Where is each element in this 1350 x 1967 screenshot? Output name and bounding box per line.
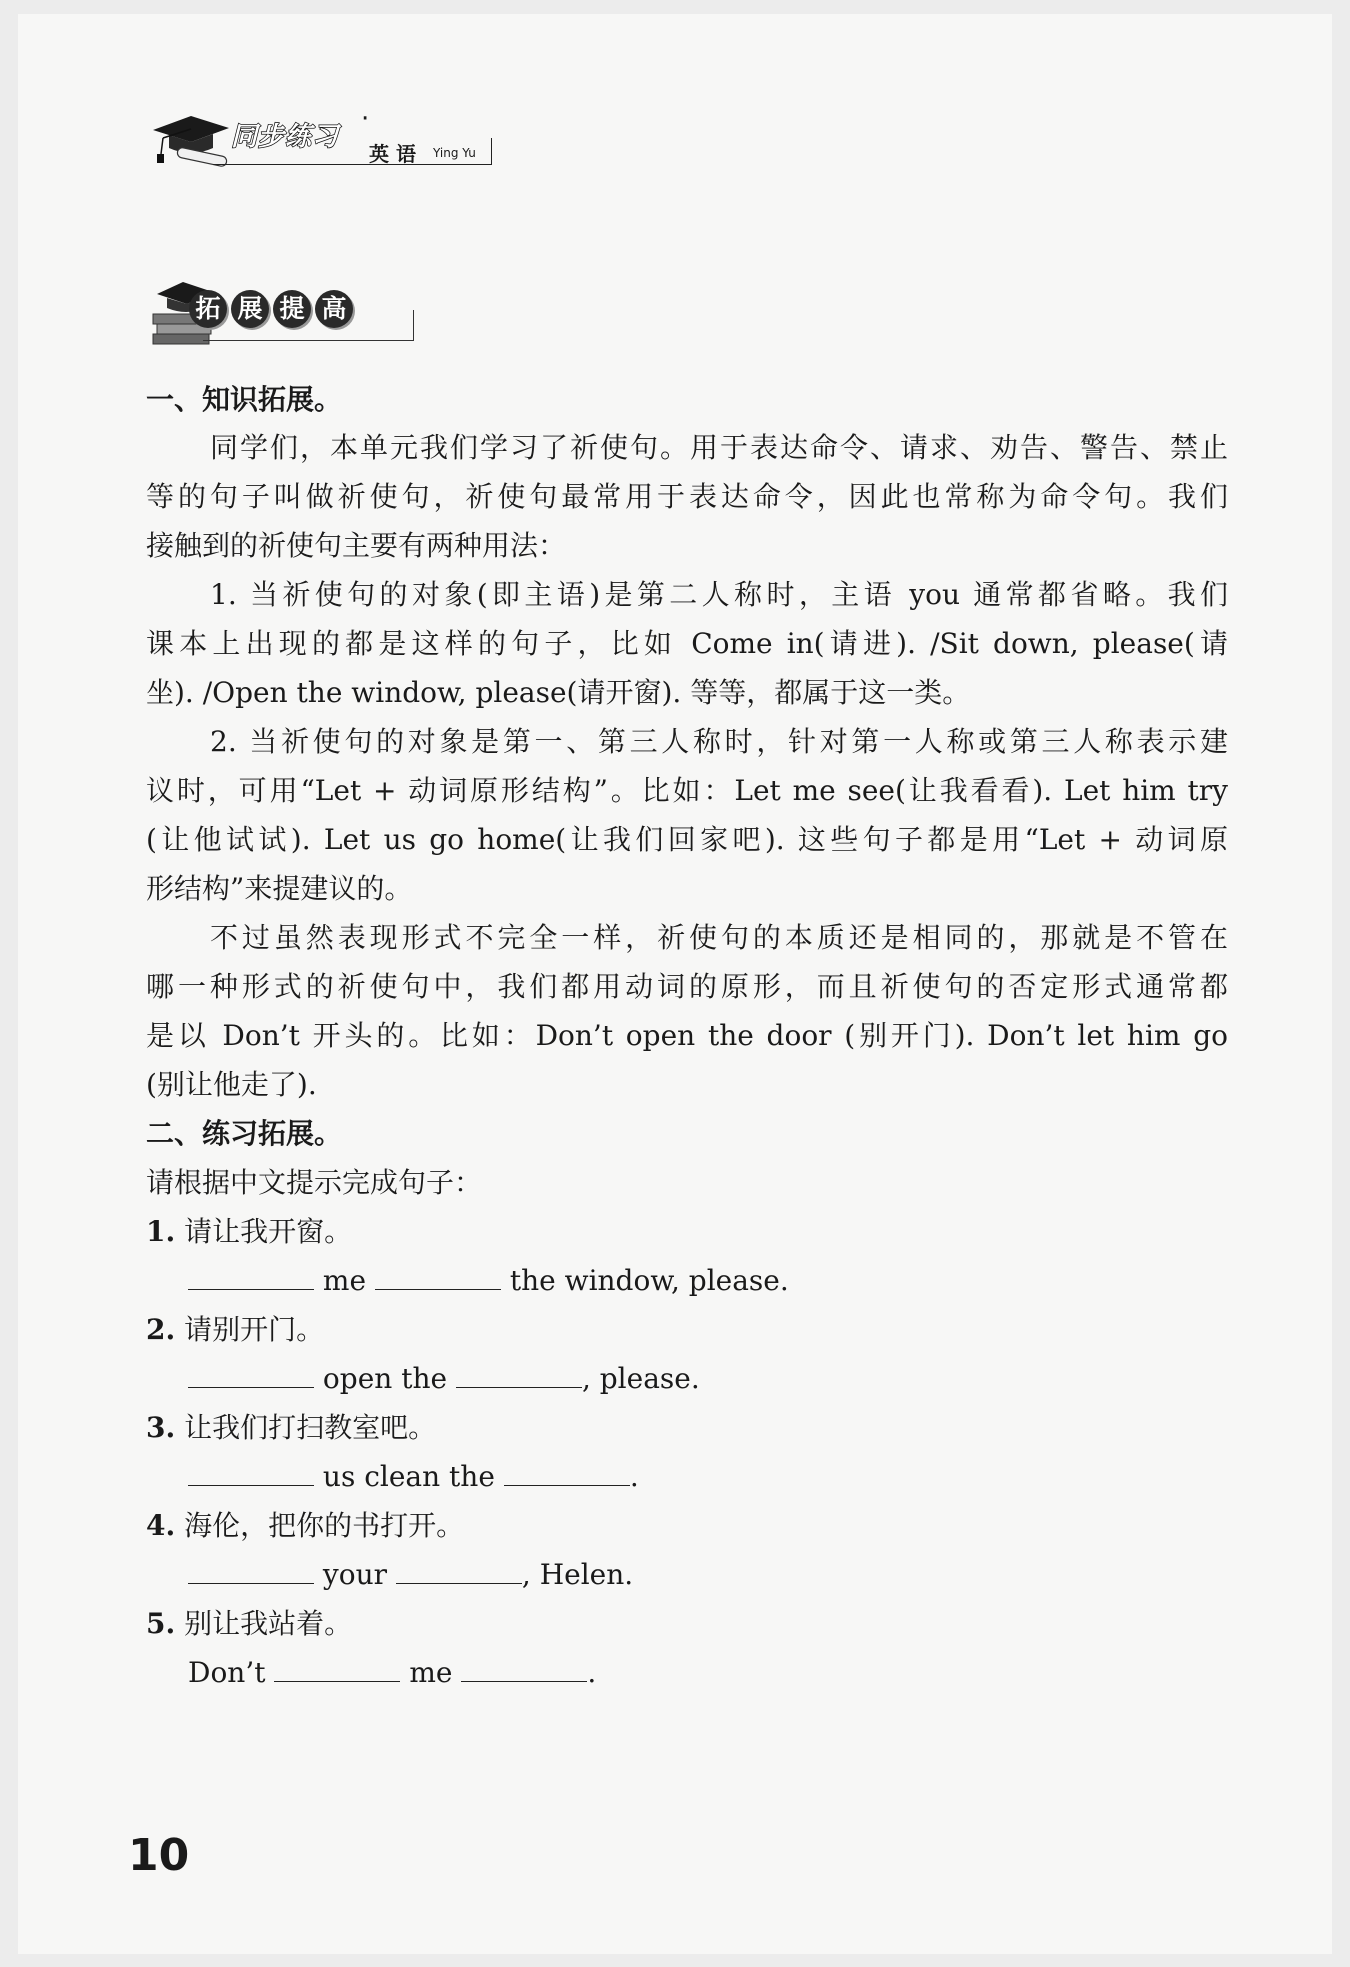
answer-word: , Helen.	[521, 1558, 634, 1591]
answer-blank[interactable]	[274, 1655, 400, 1682]
exercise-chinese: 请让我开窗。	[184, 1215, 353, 1248]
paragraph-line: 坐). /Open the window, please(请开窗). 等等，都属于这一类。	[146, 676, 971, 709]
answer-blank[interactable]	[396, 1557, 522, 1584]
subject-label: 英 语	[369, 142, 416, 166]
exercise-number: 5.	[146, 1607, 176, 1640]
paragraph-line: 接触到的祈使句主要有两种用法：	[146, 529, 567, 562]
banner-rule-end	[413, 310, 414, 341]
answer-blank[interactable]	[375, 1263, 501, 1290]
paragraph-line: 是以 Don’t 开头的。比如：Don’t open the door (别开门). Don’t let him go	[146, 1019, 1228, 1052]
paragraph-line: 议时，可用“Let + 动词原形结构”。比如：Let me see(让我看看). Let him try	[146, 774, 1228, 807]
exercise-answer-line	[188, 1653, 1270, 1693]
answer-word: .	[629, 1460, 639, 1493]
page	[18, 14, 1332, 1954]
banner-char: 拓	[189, 290, 227, 328]
section-banner	[143, 274, 423, 354]
exercise-chinese: 海伦，把你的书打开。	[184, 1509, 465, 1542]
answer-word: me	[409, 1656, 453, 1689]
paragraph-line: 课本上出现的都是这样的句子，比如 Come in(请进). /Sit down, please(请	[146, 627, 1228, 660]
answer-blank[interactable]	[188, 1557, 314, 1584]
paragraph-line: 等的句子叫做祈使句，祈使句最常用于表达命令，因此也常称为命令句。我们	[146, 480, 1228, 513]
answer-word: open the	[322, 1362, 448, 1395]
header-dot: ·	[361, 104, 370, 134]
paragraph-line: 不过虽然表现形式不完全一样，祈使句的本质还是相同的，那就是不管在	[210, 921, 1228, 954]
exercise-answer-line	[188, 1261, 1270, 1301]
answer-blank[interactable]	[456, 1361, 582, 1388]
graduation-cap-icon	[143, 102, 233, 172]
paragraph-line: 形结构”来提建议的。	[146, 872, 413, 905]
exercise-prompt	[146, 1310, 1228, 1350]
paragraph-line: 同学们，本单元我们学习了祈使句。用于表达命令、请求、劝告、警告、禁止	[210, 431, 1228, 464]
answer-word: Don’t	[188, 1656, 266, 1689]
section1-heading: 一、知识拓展。	[146, 383, 343, 416]
exercise-answer-line	[188, 1555, 1270, 1595]
brand-title: 同步练习	[231, 122, 340, 152]
banner-rule	[203, 340, 413, 341]
paragraph-line: 2. 当祈使句的对象是第一、第三人称时，针对第一人称或第三人称表示建	[210, 725, 1228, 758]
exercise-number: 2.	[146, 1313, 176, 1346]
answer-word: your	[322, 1558, 387, 1591]
answer-word: , please.	[581, 1362, 700, 1395]
subject-pinyin: Ying Yu	[433, 146, 476, 160]
answer-blank[interactable]	[504, 1459, 630, 1486]
paragraph-line: (让他试试). Let us go home(让我们回家吧). 这些句子都是用“Let + 动词原	[146, 823, 1228, 856]
paragraph-line: 哪一种形式的祈使句中，我们都用动词的原形，而且祈使句的否定形式通常都	[146, 970, 1228, 1003]
banner-char: 提	[273, 290, 311, 328]
exercise-number: 4.	[146, 1509, 176, 1542]
section2-heading: 二、练习拓展。	[146, 1117, 343, 1150]
instruction: 请根据中文提示完成句子：	[146, 1166, 483, 1199]
answer-word: us clean the	[322, 1460, 495, 1493]
exercise-chinese: 让我们打扫教室吧。	[184, 1411, 437, 1444]
banner-char: 高	[315, 290, 353, 328]
header-rule-end	[491, 138, 492, 165]
answer-word: .	[587, 1656, 597, 1689]
banner-char: 展	[231, 290, 269, 328]
paragraph-line: (别让他走了).	[146, 1068, 317, 1101]
answer-word: me	[322, 1264, 367, 1297]
exercise-chinese: 请别开门。	[184, 1313, 325, 1346]
header	[143, 102, 503, 174]
answer-blank[interactable]	[188, 1361, 314, 1388]
exercise-number: 3.	[146, 1411, 176, 1444]
exercise-answer-line	[188, 1457, 1270, 1497]
exercise-prompt	[146, 1506, 1228, 1546]
page-number: 10	[128, 1830, 190, 1881]
exercise-chinese: 别让我站着。	[184, 1607, 353, 1640]
answer-word: the window, please.	[509, 1264, 789, 1297]
exercise-prompt	[146, 1212, 1228, 1252]
exercise-number: 1.	[146, 1215, 176, 1248]
answer-blank[interactable]	[188, 1263, 314, 1290]
header-rule	[213, 164, 491, 165]
answer-blank[interactable]	[461, 1655, 587, 1682]
exercise-prompt	[146, 1408, 1228, 1448]
answer-blank[interactable]	[188, 1459, 314, 1486]
exercise-prompt	[146, 1604, 1228, 1644]
paragraph-line: 1. 当祈使句的对象(即主语)是第二人称时，主语 you 通常都省略。我们	[210, 578, 1228, 611]
exercise-answer-line	[188, 1359, 1270, 1399]
